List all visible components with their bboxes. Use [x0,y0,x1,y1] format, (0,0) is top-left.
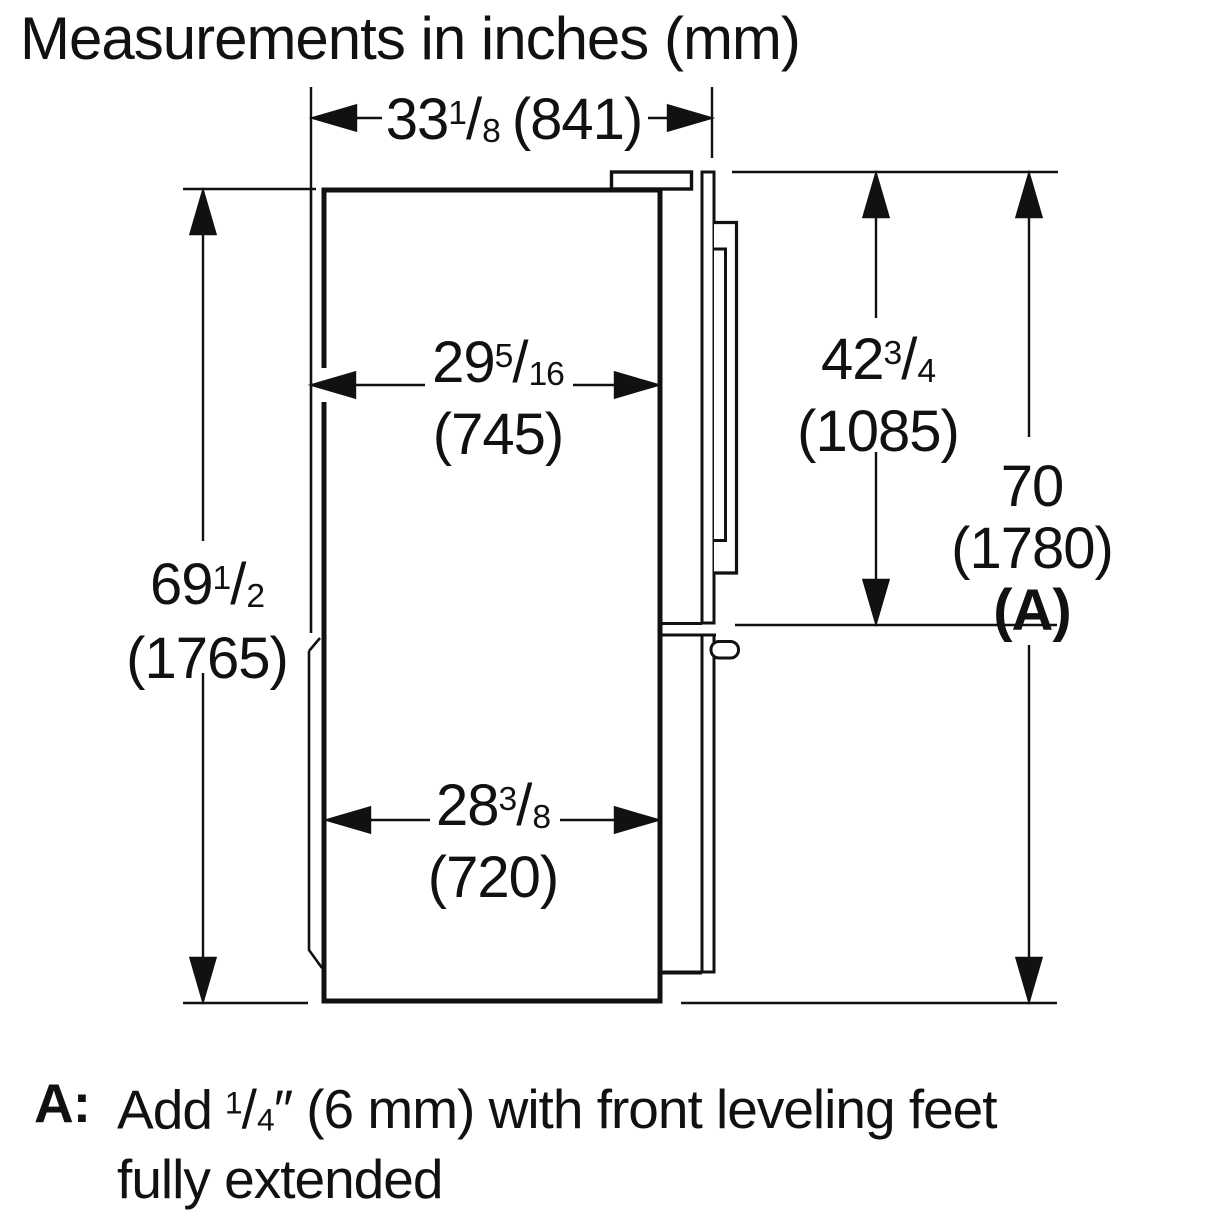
rear-panel-chamfer-top [309,638,320,651]
fraction-denominator: 4 [256,1101,274,1138]
inches-line: $42^3/_4$ [820,327,936,393]
drawer-handle [711,642,739,659]
fraction-slash: / [230,552,247,618]
inches-line: 70 [1000,454,1064,519]
dim-total-height-label [951,456,1113,642]
page-title: Measurements in inches (mm) [20,5,800,72]
fraction-numerator: 1 [448,95,466,132]
dim-door-height-label [797,324,959,462]
dim-depth-total-label [386,84,642,162]
arrowhead-right [615,808,658,833]
footnote-post: (6 mm) with front leveling feet [306,1078,997,1141]
mm-line: (720) [427,844,559,910]
fraction-numerator: 3 [498,781,517,818]
arrowhead-left [327,808,370,833]
fraction-slash: / [465,87,483,153]
footnote-line1 [117,1074,997,1150]
arrowhead-up [191,191,216,234]
arrowhead-down [864,580,889,623]
rear-panel-lower [309,651,322,968]
fraction-slash: / [901,327,918,393]
arrowhead-left [312,373,355,398]
arrowhead-right [668,106,711,131]
fraction-denominator: 4 [917,352,936,390]
mm-value: (841) [511,87,643,153]
dim-depth-lower-label [428,770,558,908]
arrowhead-down [191,958,216,1001]
door-panel [702,172,714,623]
mm-line: (1085) [797,398,959,464]
arrowhead-up [864,174,889,217]
mm-line: (1765) [126,625,288,691]
fraction-slash: / [516,773,533,839]
mm-line: (1780) [951,516,1113,581]
extension-lines [183,87,1058,1003]
inches-line: $69^1/_2$ [149,552,265,618]
note-reference: (A) [993,578,1071,643]
mm-line: (745) [432,401,564,467]
fraction-denominator: 8 [482,112,500,150]
fraction-slash: / [512,330,529,396]
footnote [34,1074,997,1209]
fraction-slash: / [241,1078,257,1141]
hinge-cover [612,172,692,189]
fraction-denominator: 2 [246,577,265,615]
arrowhead-left [313,106,356,131]
drawer-front [702,635,714,972]
footnote-text [117,1074,997,1209]
prime-mark: ″ [273,1078,293,1141]
inches-value: 33 [385,87,449,153]
footnote-label: A: [34,1072,91,1134]
dimension-lines [191,106,1042,1002]
footnote-line2: fully extended [117,1147,443,1210]
fraction-numerator: 3 [883,335,902,372]
fraction-numerator: 1 [212,560,231,597]
fraction-numerator: 5 [494,338,513,375]
arrowhead-up [1017,174,1042,217]
dim-depth-cabinet-label [432,327,564,465]
inches-line: $29^5/_{16}$ [432,330,564,396]
fraction-numerator: 1 [224,1085,242,1121]
footnote-pre: Add [117,1078,212,1141]
fraction-denominator: 16 [528,355,564,393]
arrowhead-down [1017,958,1042,1001]
dim-cabinet-height-label [126,548,288,690]
inches-line: $28^3/_8$ [435,773,551,839]
fraction-denominator: 8 [532,798,551,836]
arrowhead-right [615,373,658,398]
